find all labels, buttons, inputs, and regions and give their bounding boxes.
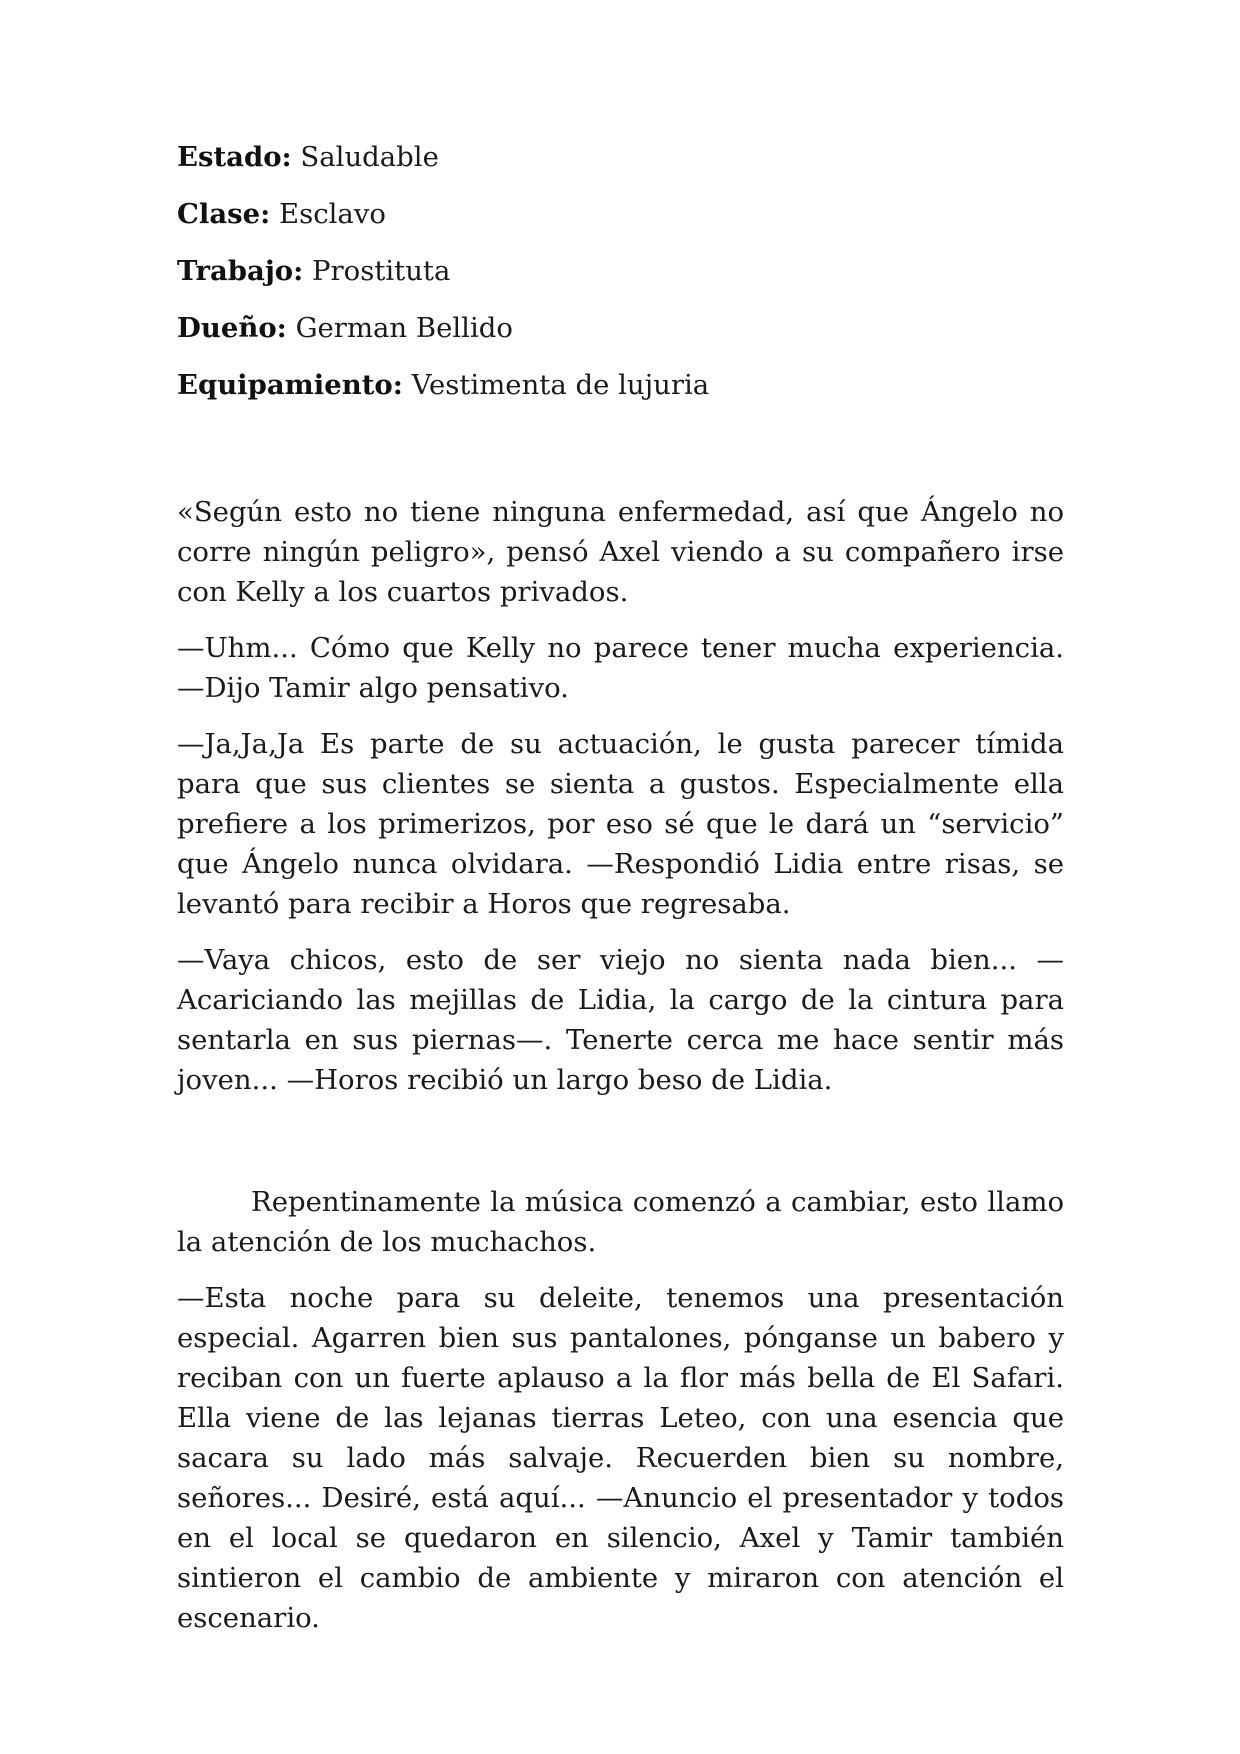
status-label: Trabajo: [177,255,304,287]
status-value: Vestimenta de lujuria [402,369,710,401]
status-line-trabajo [177,256,1064,313]
status-line-estado [177,142,1064,199]
status-value: Saludable [291,141,439,173]
paragraph: Repentinamente la música comenzó a cambiar, esto llamo la atención de los muchachos. [177,1186,1064,1258]
status-value: Esclavo [270,198,386,230]
section-break [177,1116,1064,1182]
status-line-equipamiento [177,370,1064,427]
paragraph: —Vaya chicos, esto de ser viejo no sienta nada bien... —Acariciando las mejillas de Lidia, la cargo de la cintura para sentarla en sus piernas—. Tenerte cerca me hace sentir más joven... —Horos recibió un largo beso de Lidia. [177,944,1064,1096]
paragraph: —Esta noche para su deleite, tenemos una presentación especial. Agarren bien sus pantalones, pónganse un babero y reciban con un fuerte aplauso a la flor más bella de El Safari. Ella viene de las lejanas tierras Leteo, con una esencia que sacara su lado más salvaje. Recuerden bien su nombre, señores... Desiré, está aquí... —Anuncio el presentador y todos en el local se quedaron en silencio, Axel y Tamir también sintieron el cambio de ambiente y miraron con atención el escenario. [177,1282,1064,1634]
status-label: Estado: [177,141,292,173]
status-label: Dueño: [177,312,287,344]
paragraph: —Uhm... Cómo que Kelly no parece tener mucha experiencia. —Dijo Tamir algo pensativo. [177,632,1064,704]
status-value: German Bellido [286,312,513,344]
paragraph: «Según esto no tiene ninguna enfermedad, así que Ángelo no corre ningún peligro», pensó Axel viendo a su compañero irse con Kelly a los cuartos privados. [177,496,1064,608]
status-line-clase [177,199,1064,256]
status-line-dueno [177,313,1064,370]
status-list [177,142,1064,427]
paragraph: —Ja,Ja,Ja Es parte de su actuación, le gusta parecer tímida para que sus clientes se sienta a gustos. Especialmente ella prefiere a los primerizos, por eso sé que le dará un “servicio” que Ángelo nunca olvidara. —Respondió Lidia entre risas, se levantó para recibir a Horos que regresaba. [177,728,1064,920]
status-label: Clase: [177,198,271,230]
status-value: Prostituta [303,255,451,287]
status-label: Equipamiento: [177,369,403,401]
page-content [177,142,1064,1654]
